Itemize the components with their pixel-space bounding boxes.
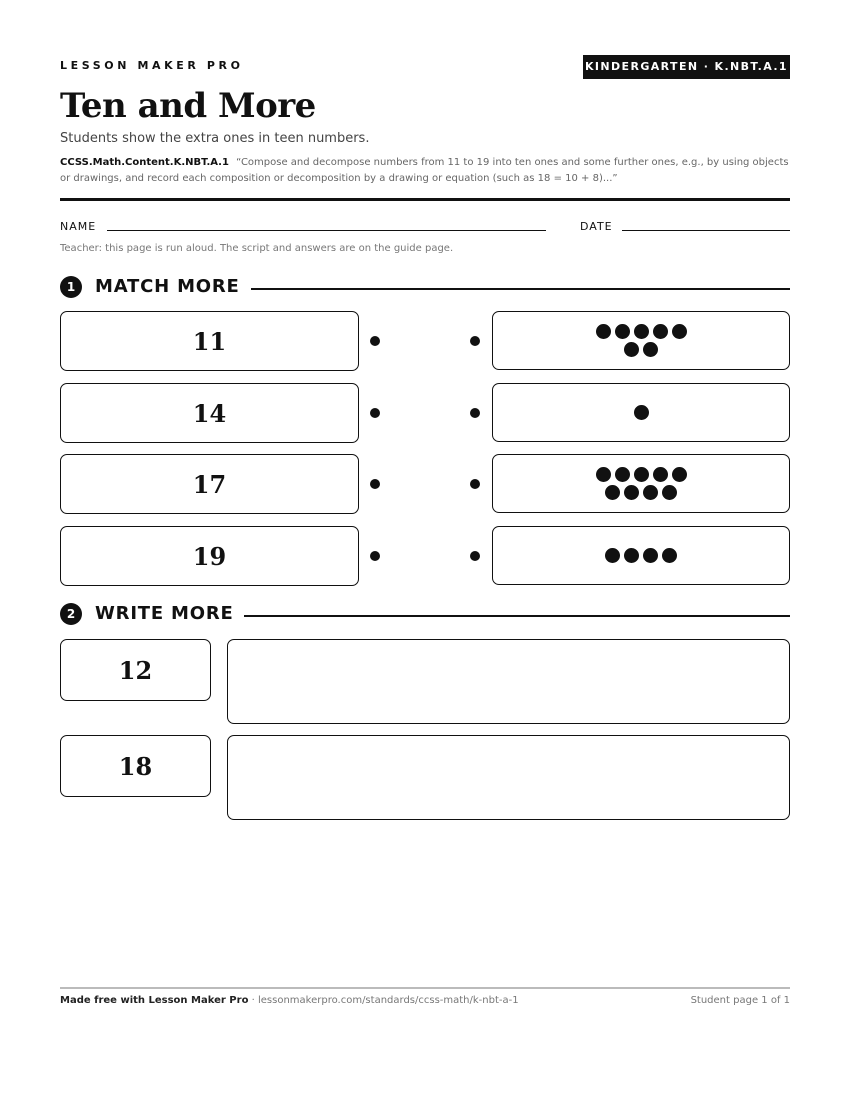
dot-row	[605, 548, 677, 563]
match-number-box	[60, 526, 359, 586]
match-number: 19	[192, 541, 227, 571]
footer-page-number: Student page 1 of 1	[690, 995, 790, 1006]
counting-dot	[643, 485, 658, 500]
match-dots-box	[492, 383, 790, 442]
write-number-box	[60, 735, 211, 797]
counting-dot	[672, 467, 687, 482]
section-match-more-header	[60, 276, 790, 300]
counting-dot	[653, 324, 668, 339]
match-connector-left[interactable]	[370, 551, 380, 561]
section-number: 2	[60, 603, 82, 625]
counting-dot	[624, 342, 639, 357]
page-subtitle: Students show the extra ones in teen numbers.	[60, 131, 370, 146]
counting-dot	[624, 548, 639, 563]
match-dots-box	[492, 526, 790, 585]
match-number-box	[60, 383, 359, 443]
date-label: DATE	[580, 220, 613, 233]
match-connector-right[interactable]	[470, 479, 480, 489]
section-title: WRITE MORE	[95, 603, 234, 624]
counting-dot	[653, 467, 668, 482]
dot-row	[596, 467, 687, 482]
counting-dot	[596, 467, 611, 482]
standard-code: CCSS.Math.Content.K.NBT.A.1	[60, 157, 229, 168]
dot-row	[596, 324, 687, 339]
dot-row	[605, 485, 677, 500]
dot-group	[493, 384, 789, 441]
match-connector-right[interactable]	[470, 551, 480, 561]
answer-box[interactable]	[227, 639, 790, 724]
dot-row	[634, 405, 649, 420]
dot-group	[493, 527, 789, 584]
section-write-more-header	[60, 603, 790, 627]
footer-url[interactable]: · lessonmakerpro.com/standards/ccss-math/k-nbt-a-1	[248, 995, 519, 1006]
teacher-note: Teacher: this page is run aloud. The script and answers are on the guide page.	[60, 243, 454, 254]
counting-dot	[634, 324, 649, 339]
dot-row	[624, 342, 658, 357]
section-number: 1	[60, 276, 82, 298]
write-number: 18	[118, 751, 153, 781]
match-number-box	[60, 311, 359, 371]
header-divider	[60, 198, 790, 201]
counting-dot	[596, 324, 611, 339]
counting-dot	[672, 324, 687, 339]
match-connector-left[interactable]	[370, 336, 380, 346]
match-connector-right[interactable]	[470, 336, 480, 346]
counting-dot	[624, 485, 639, 500]
footer-credit	[60, 995, 519, 1006]
section-title: MATCH MORE	[95, 276, 240, 297]
footer-divider	[60, 987, 790, 989]
name-field[interactable]	[107, 230, 546, 231]
dot-group	[493, 312, 789, 369]
match-connector-right[interactable]	[470, 408, 480, 418]
match-number: 14	[192, 398, 227, 428]
dot-group	[493, 455, 789, 512]
match-number-box	[60, 454, 359, 514]
grade-standard-badge: KINDERGARTEN · K.NBT.A.1	[583, 55, 790, 79]
brand-name: LESSON MAKER PRO	[60, 59, 244, 72]
counting-dot	[662, 548, 677, 563]
counting-dot	[662, 485, 677, 500]
counting-dot	[605, 548, 620, 563]
write-number-box	[60, 639, 211, 701]
match-number: 11	[192, 326, 227, 356]
page-title: Ten and More	[60, 86, 316, 126]
counting-dot	[643, 548, 658, 563]
match-connector-left[interactable]	[370, 408, 380, 418]
standard-text: “Compose and decompose numbers from 11 to 19 into ten ones and some further ones, e.g., by using objects or drawings, and record each composition or decomposition by a drawing or equation (such as 18 = 10 + 8)...”	[60, 157, 789, 184]
counting-dot	[615, 467, 630, 482]
counting-dot	[634, 405, 649, 420]
counting-dot	[634, 467, 649, 482]
match-dots-box	[492, 311, 790, 370]
standard-description	[60, 155, 795, 187]
counting-dot	[615, 324, 630, 339]
date-field[interactable]	[622, 230, 790, 231]
section-rule	[251, 288, 790, 290]
write-number: 12	[118, 655, 153, 685]
counting-dot	[643, 342, 658, 357]
match-dots-box	[492, 454, 790, 513]
section-rule	[244, 615, 790, 617]
answer-box[interactable]	[227, 735, 790, 820]
match-connector-left[interactable]	[370, 479, 380, 489]
counting-dot	[605, 485, 620, 500]
match-number: 17	[192, 469, 227, 499]
footer-made-with: Made free with Lesson Maker Pro	[60, 995, 249, 1006]
name-label: NAME	[60, 220, 97, 233]
